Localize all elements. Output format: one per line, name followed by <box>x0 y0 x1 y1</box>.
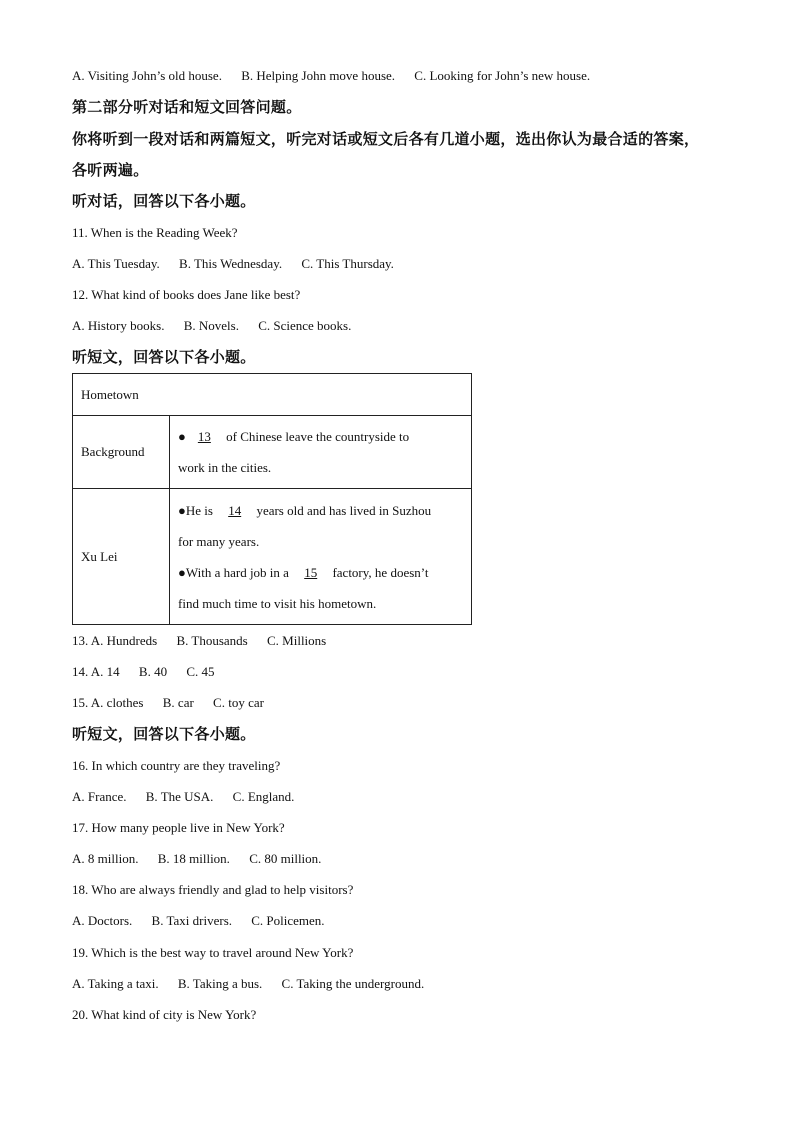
option-a: 15. A. clothes <box>72 695 144 710</box>
option-c: C. Looking for John’s new house. <box>414 68 591 83</box>
option-c: C. Science books. <box>258 318 352 333</box>
question-15-options <box>72 695 280 711</box>
option-a: A. History books. <box>72 318 165 333</box>
question-12-options <box>72 318 367 334</box>
option-b: B. Taxi drivers. <box>151 913 232 928</box>
option-a: A. France. <box>72 789 127 804</box>
passage2-heading: 听短文，回答以下各小题。 <box>72 725 256 743</box>
option-a: A. 8 million. <box>72 851 139 866</box>
question-16: 16. In which country are they traveling? <box>72 758 281 773</box>
option-b: B. This Wednesday. <box>179 256 283 271</box>
option-a: A. Doctors. <box>72 913 133 928</box>
cell-line: find much time to visit his hometown. <box>178 595 377 611</box>
option-b: B. Taking a bus. <box>177 976 263 991</box>
blank-15: 15 <box>304 564 318 580</box>
cell-line: ●He is 14 years old and has lived in Suzhou <box>178 495 463 526</box>
question-12: 12. What kind of books does Jane like best? <box>72 287 301 302</box>
option-c: C. Taking the underground. <box>281 976 425 991</box>
option-b: B. The USA. <box>145 789 214 804</box>
cell-line: for many years. <box>178 533 260 549</box>
option-b: B. Helping John move house. <box>241 68 396 83</box>
hometown-table <box>72 373 472 625</box>
row-label-xu-lei: Xu Lei <box>73 489 170 625</box>
option-c: C. Policemen. <box>251 913 325 928</box>
question-16-options <box>72 789 310 805</box>
option-c: C. toy car <box>213 695 264 710</box>
q10-options <box>72 68 606 84</box>
question-18: 18. Who are always friendly and glad to help visitors? <box>72 882 354 897</box>
row-content-xu-lei <box>170 489 472 625</box>
question-11: 11. When is the Reading Week? <box>72 225 238 240</box>
cell-line: ●With a hard job in a 15 factory, he doesn’t <box>178 557 463 588</box>
question-14-options <box>72 664 231 680</box>
cell-line: ● 13 of Chinese leave the countryside to <box>178 421 463 452</box>
question-17-options <box>72 851 337 867</box>
option-c: C. Millions <box>266 633 327 648</box>
part2-instruction-line2: 各听两遍。 <box>72 161 149 179</box>
option-a: A. Taking a taxi. <box>72 976 159 991</box>
question-19: 19. Which is the best way to travel around New York? <box>72 945 354 960</box>
option-a: A. Visiting John’s old house. <box>72 68 222 83</box>
passage1-heading: 听短文，回答以下各小题。 <box>72 348 256 366</box>
option-a: A. This Tuesday. <box>72 256 160 271</box>
option-c: C. 45 <box>186 664 215 679</box>
blank-14: 14 <box>228 502 242 518</box>
table-title: Hometown <box>73 374 472 416</box>
row-label-background: Background <box>73 416 170 489</box>
option-c: C. This Thursday. <box>301 256 394 271</box>
option-b: B. 18 million. <box>157 851 230 866</box>
option-c: C. England. <box>232 789 295 804</box>
option-b: B. car <box>162 695 194 710</box>
part2-instruction-line1: 你将听到一段对话和两篇短文，听完对话或短文后各有几道小题，选出你认为最合适的答案， <box>72 130 700 148</box>
blank-13: 13 <box>197 429 211 444</box>
option-b: B. 40 <box>138 664 168 679</box>
part2-title: 第二部分听对话和短文回答问题。 <box>72 98 302 116</box>
option-a: 14. A. 14 <box>72 664 120 679</box>
dialog-heading: 听对话，回答以下各小题。 <box>72 192 256 210</box>
option-b: B. Novels. <box>183 318 239 333</box>
question-13-options <box>72 633 342 649</box>
question-11-options <box>72 256 410 272</box>
question-17: 17. How many people live in New York? <box>72 820 285 835</box>
option-b: B. Thousands <box>176 633 248 648</box>
option-a: 13. A. Hundreds <box>72 633 158 648</box>
row-content-background <box>170 416 472 489</box>
cell-line: work in the cities. <box>178 460 272 475</box>
question-19-options <box>72 976 440 992</box>
option-c: C. 80 million. <box>249 851 322 866</box>
question-18-options <box>72 913 341 929</box>
question-20: 20. What kind of city is New York? <box>72 1007 257 1022</box>
